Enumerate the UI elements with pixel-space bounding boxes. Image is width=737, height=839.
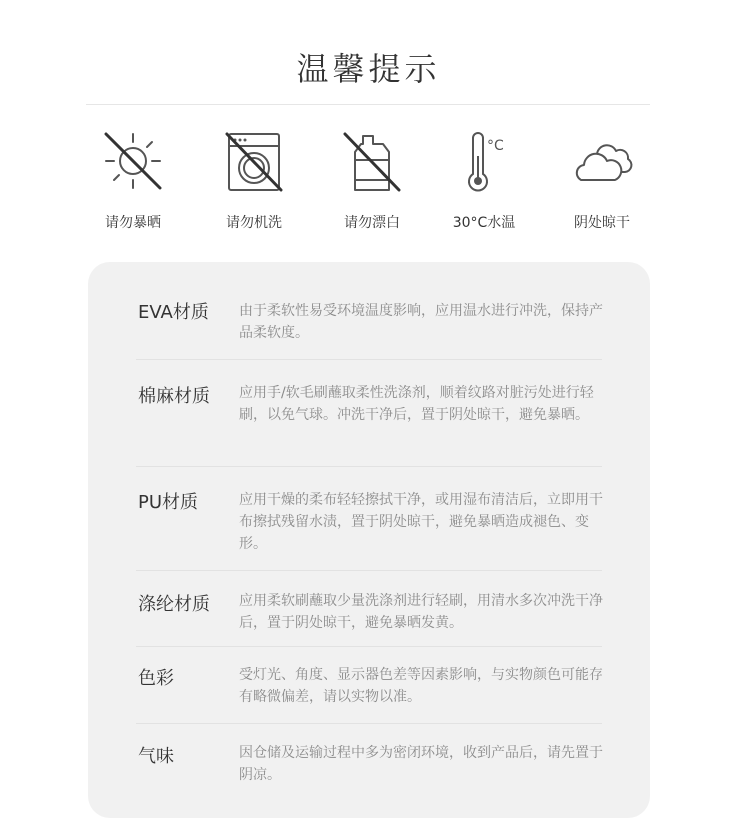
no-sun-icon [98, 126, 168, 196]
row-divider [136, 646, 602, 647]
care-item-no-sun [73, 126, 193, 231]
care-label-water-temp: 30°C水温 [452, 215, 516, 231]
row-divider [136, 466, 602, 467]
celsius-symbol: °C [487, 138, 504, 154]
row-divider [136, 359, 602, 360]
row-divider [136, 723, 602, 724]
material-label: 涤纶材质 [138, 594, 210, 615]
care-item-shade-dry [542, 126, 662, 231]
title-divider [86, 104, 650, 105]
care-label-no-machine-wash: 请勿机洗 [226, 215, 282, 231]
care-label-shade-dry: 阴处晾干 [574, 215, 630, 231]
material-desc: 应用手/软毛刷蘸取柔性洗涤剂，顺着纹路对脏污处进行轻刷，以免气球。冲洗干净后，置于阴处晾干，避免暴晒。 [239, 385, 594, 423]
material-desc: 应用柔软刷蘸取少量洗涤剂进行轻刷，用清水多次冲洗干净后，置于阴处晾干，避免暴晒发黄。 [239, 593, 603, 631]
thermometer-icon [449, 126, 519, 196]
material-desc: 受灯光、角度、显示器色差等因素影响，与实物颜色可能存有略微偏差，请以实物以准。 [239, 667, 603, 705]
material-desc: 应用干燥的柔布轻轻擦拭干净，或用湿布清洁后，立即用干布擦拭残留水渍，置于阴处晾干，避免暴晒造成褪色、变形。 [239, 492, 603, 552]
material-label: 棉麻材质 [138, 386, 210, 407]
material-label: PU材质 [138, 492, 199, 513]
row-divider [136, 570, 602, 571]
care-item-water-temp [424, 126, 544, 231]
page-title: 温馨提示 [296, 50, 441, 88]
material-info-card [88, 262, 650, 818]
cloud-icon [567, 126, 637, 196]
care-label-no-sun: 请勿暴晒 [105, 215, 161, 231]
care-label-no-bleach: 请勿漂白 [344, 215, 400, 231]
no-bleach-icon [337, 126, 407, 196]
care-item-no-bleach [312, 126, 432, 231]
material-desc: 因仓储及运输过程中多为密闭环境，收到产品后，请先置于阴凉。 [239, 745, 603, 783]
care-item-no-machine-wash [194, 126, 314, 231]
no-machine-wash-icon [219, 126, 289, 196]
material-label: 色彩 [138, 668, 174, 689]
material-label: 气味 [138, 746, 174, 767]
material-desc: 由于柔软性易受环境温度影响，应用温水进行冲洗，保持产品柔软度。 [239, 303, 603, 341]
material-label: EVA材质 [138, 302, 209, 323]
